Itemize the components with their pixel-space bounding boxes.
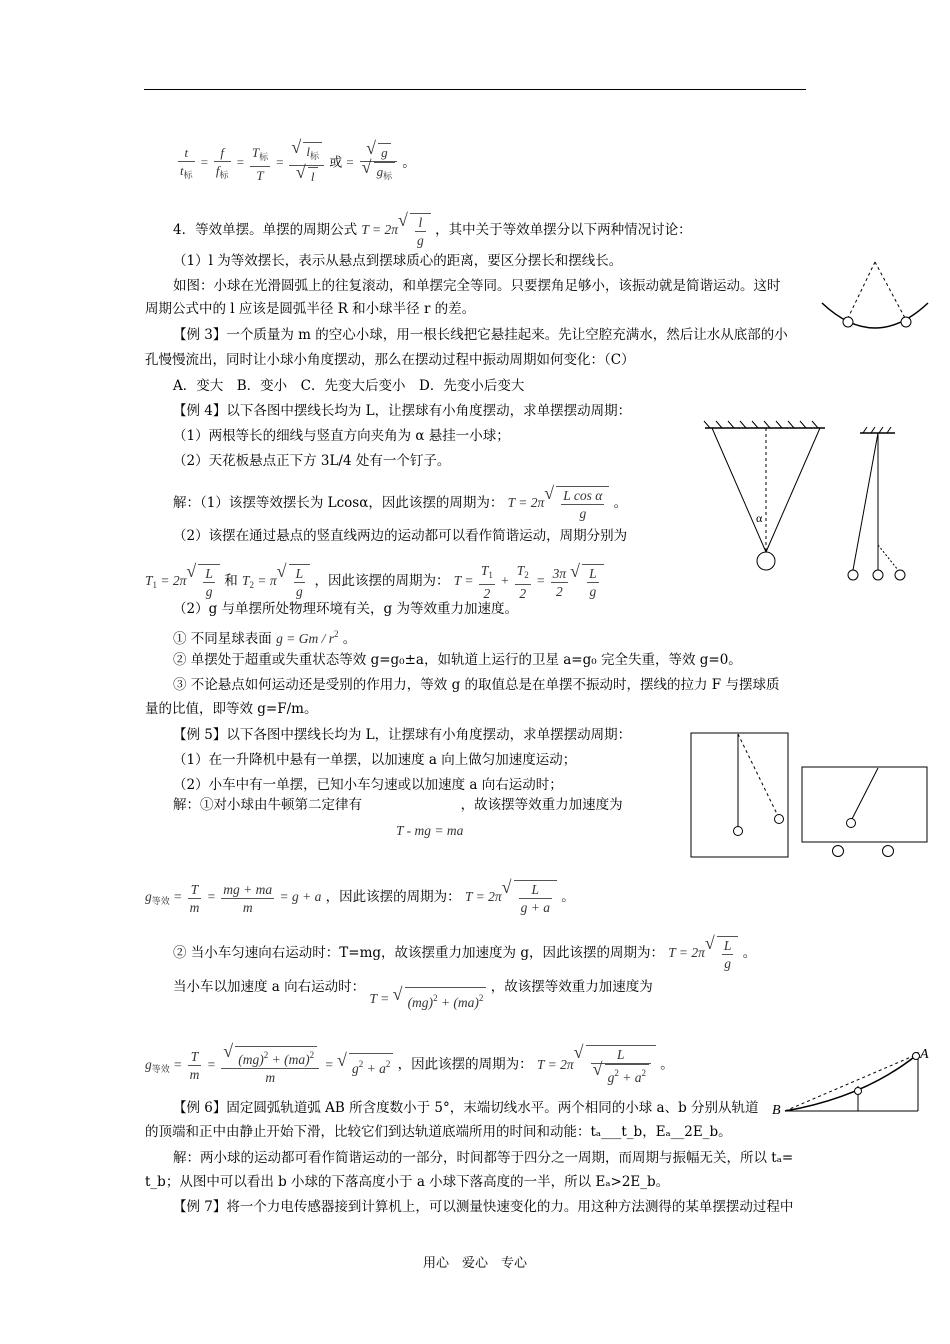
- ex6-sol1: 解：两小球的运动都可看作简谐运动的一部分，时间都等于四分之一周期，而周期与振幅无关，所以 tₐ=: [173, 1150, 794, 1166]
- ex6-line1: 【例 6】固定圆弧轨道弧 AB 所含度数小于 5°，末端切线水平。两个相同的小球 a、b 分别从轨道: [173, 1100, 759, 1116]
- para-equivalent-pendulum: 4．等效单摆。单摆的周期公式 T = 2π √ $\frac{l}{g}$ ，其中关于等效单摆分以下两种情况讨论：: [173, 213, 692, 249]
- ex3-line2: 孔慢慢流出，同时让小球小角度摆动，那么在摆动过程中振动周期如何变化：（C）: [145, 352, 635, 368]
- elevator-pendulum-figure: [690, 732, 790, 860]
- g-case3-1: ③ 不论悬点如何运动还是受别的作用力，等效 g 的取值总是在单摆不振动时，摆线的拉力 F 与摆球质: [173, 677, 780, 693]
- ex5-line2: （1）在一升降机中悬有一单摆，以加速度 a 向上做匀加速度运动；: [173, 752, 577, 768]
- ex4-line3: （2）天花板悬点正下方 3L/4 处有一个钉子。: [173, 453, 451, 469]
- ex3-line1: 【例 3】一个质量为 m 的空心小球，用一根长线把它悬挂起来。先让空腔充满水，然后让水从底部的小: [173, 327, 788, 343]
- ex4-sol2: （2）该摆在通过悬点的竖直线两边的运动都可以看作简谐运动，周期分别为: [173, 528, 628, 544]
- para-arc-1: 如图：小球在光滑圆弧上的往复滚动，和单摆完全等同。只要摆角足够小，该振动就是简谐运动。这时: [173, 278, 781, 294]
- ex5-sol3b: $g_{等效}$ = $\frac{T}{m}$ = √ $\frac{(mg)^2 + (ma)^2}{m}$ = √ $g^2 + a^2$ ，因此该摆的周期为： T = 2π √ L √ $g^2 + a^2$ 。: [145, 1045, 674, 1086]
- nail-pendulum-figure: [845, 425, 915, 585]
- alpha-label: α: [756, 511, 763, 525]
- ex6-line2: 的顶端和正中由静止开始下滑，比较它们到达轨道底端所用的时间和动能：tₐ___t_b，Eₐ__2E_b。: [145, 1124, 732, 1140]
- g-case3-2: 量的比值，即等效 g=F/m。: [145, 701, 318, 717]
- g-case2: ② 单摆处于超重或失重状态等效 g=g₀±a，如轨道上运行的卫星 a=g₀ 完全失重，等效 g=0。: [173, 652, 742, 668]
- ex7-line1: 【例 7】将一个力电传感器接到计算机上，可以测量快速变化的力。用这种方法测得的某单摆摆动过程中: [173, 1199, 794, 1215]
- para-l1: （1）l 为等效摆长，表示从悬点到摆球质心的距离，要区分摆长和摆线长。: [173, 253, 623, 269]
- ex6-sol2: t_b；从图中可以看出 b 小球的下落高度小于 a 小球下落高度的一半，所以 Eₐ>2E_b。: [145, 1174, 670, 1190]
- cart-pendulum-figure: [800, 765, 930, 860]
- ex5-sol3: 当小车以加速度 a 向右运动时： T = √ (mg)$^2$ + (ma)$^2$ ，故该摆等效重力加速度为: [173, 975, 653, 1001]
- or-word: 或: [329, 154, 343, 170]
- para-arc-2: 周期公式中的 l 应该是圆弧半径 R 和小球半径 r 的差。: [145, 301, 476, 317]
- g-head: （2）g 与单摆所处物理环境有关，g 为等效重力加速度。: [173, 601, 518, 617]
- ratio-formula: $\frac{t}{t_标}$ = $\frac{f}{f_标}$ = $\frac{T_标}{T}$ = √ $l_标$ √ l 或 = √ g √ $g_标$ 。: [176, 142, 415, 185]
- ex3-options: A．变大 B．变小 C．先变大后变小 D．先变小后变大: [173, 378, 525, 394]
- ex5-sol1b: $g_{等效}$ = $\frac{T}{m}$ = $\frac{mg + ma}{m}$ = g + a ，因此该摆的周期为： T = 2π √ $\frac{L}{g + a}$ 。: [145, 880, 575, 916]
- ex5-line3: （2）小车中有一单摆，已知小车匀速或以加速度 a 向右运动时；: [173, 777, 563, 793]
- arc-ab-figure: [770, 1042, 940, 1117]
- arc-track-figure: [820, 258, 930, 338]
- ex4-line1: 【例 4】以下各图中摆线长均为 L，让摆球有小角度摆动，求单摆摆动周期：: [173, 403, 632, 419]
- arc-label-b: B: [772, 1103, 781, 1118]
- g-case1: ① 不同星球表面 $g = Gm / r^2$ 。: [173, 629, 357, 647]
- ex5-sol2: ② 当小车匀速向右运动时：T=mg，故该摆重力加速度为 g，因此该摆的周期为： T = 2π √ $\frac{L}{g}$ 。: [173, 936, 756, 972]
- v-pendulum-figure: [700, 420, 830, 580]
- arc-label-a: A: [920, 1047, 929, 1062]
- ex5-line1: 【例 5】以下各图中摆线长均为 L，让摆球有小角度摆动，求单摆摆动周期：: [173, 727, 632, 743]
- ex5-sol1: 解：①对小球由牛顿第二定律有 ，故该摆等效重力加速度为: [173, 797, 623, 813]
- page-footer: 用心 爱心 专心: [422, 1256, 527, 1271]
- ex4-line2: （1）两根等长的细线与竖直方向夹角为 α 悬挂一小球；: [173, 428, 510, 444]
- ex4-sol1: 解：（1）该摆等效摆长为 Lcosα，因此该摆的周期为： T = 2π √ $\frac{\text{L cos α}}{g}$ 。: [173, 486, 627, 522]
- ex4-sol2-formula: $T_1 = 2\pi$ √ $\frac{L}{g}$ 和 $T_2 = \pi$ √ $\frac{L}{g}$ ，因此该摆的周期为： T = $\frac{T_1}{2}$ + $\frac{T_2}{2}$ = $\frac{3\pi}{2}$ √ $\frac{L}{g}$: [145, 562, 604, 602]
- newton-equation: T - mg = ma: [396, 823, 464, 838]
- header-rule: [144, 89, 806, 90]
